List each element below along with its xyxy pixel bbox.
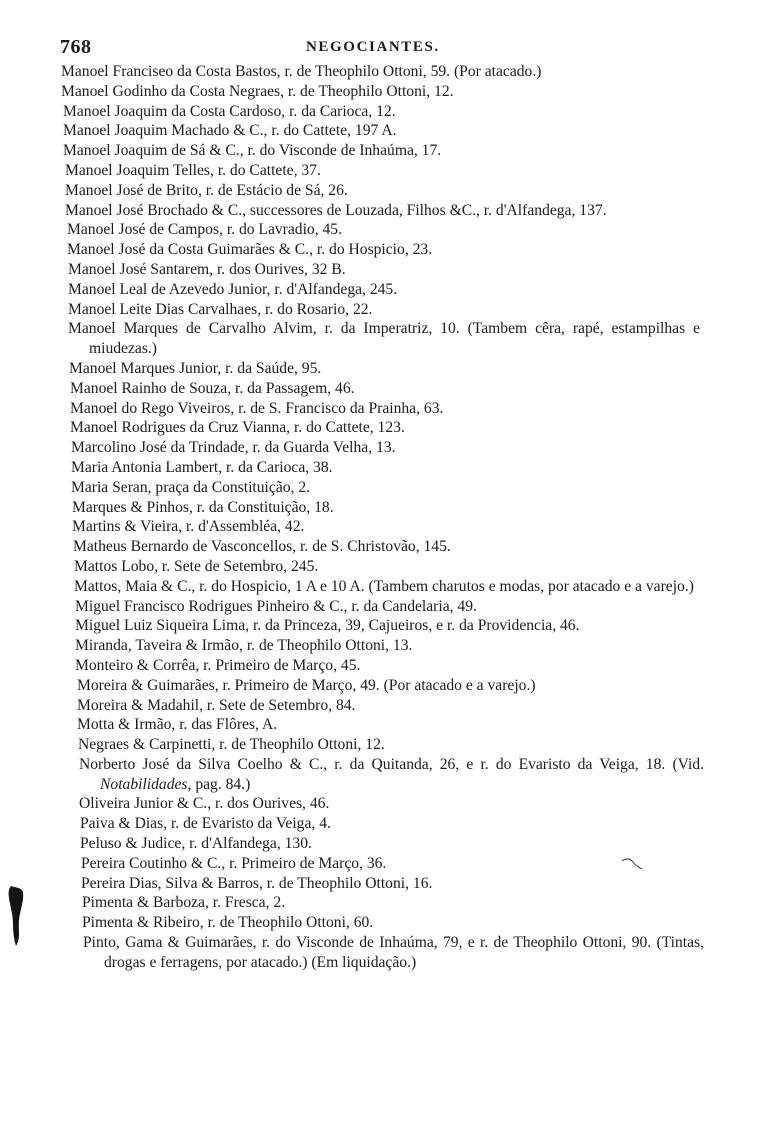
merchant-entry [0, 201, 697, 221]
entry-text: Pereira Coutinho & C., r. Primeiro de Março, 36. [81, 854, 387, 872]
entry-text: Manoel do Rego Viveiros, r. de S. Francisco da Prainha, 63. [70, 399, 444, 417]
entry-text: Moreira & Guimarães, r. Primeiro de Março, 49. (Por atacado e a varejo.) [77, 676, 536, 694]
entry-text: Marcolino José da Trindade, r. da Guarda Velha, 13. [71, 439, 396, 457]
merchant-entry [0, 478, 703, 498]
merchant-entry [0, 82, 693, 102]
merchant-entry [0, 933, 704, 973]
entry-text: Pimenta & Ribeiro, r. de Theophilo Ottoni, 60. [82, 914, 374, 932]
merchant-entry [0, 557, 706, 577]
merchant-entry [0, 62, 693, 82]
merchant-entry [0, 240, 699, 260]
entry-text: Manoel José de Brito, r. de Estácio de Sá, 26. [65, 181, 348, 199]
merchant-entry [0, 794, 704, 814]
merchant-entry [0, 517, 704, 537]
entry-text: Motta & Irmão, r. das Flôres, A. [77, 716, 278, 734]
entry-text: Manoel Joaquim de Sá & C., r. do Visconde de Inhaúma, 17. [63, 142, 442, 160]
entry-text: Pereira Dias, Silva & Barros, r. de Theophilo Ottoni, 16. [81, 874, 433, 892]
merchant-entry [0, 537, 705, 557]
pencil-tick-icon [621, 856, 643, 870]
entry-text: Maria Seran, praça da Constituição, 2. [71, 478, 311, 496]
entry-text: Moreira & Madahil, r. Sete de Setembro, 84. [77, 696, 356, 714]
merchant-entry [0, 676, 709, 696]
entry-text: Pinto, Gama & Guimarães, r. do Visconde de Inhaúma, 79, e r. de Theophilo Ottoni, 90. (Tintas, drogas e ferragens, por atacado.) (Em liquidação.) [83, 934, 704, 971]
merchant-entry [0, 280, 700, 300]
merchant-entry [0, 161, 697, 181]
running-head: NEGOCIANTES. [306, 39, 440, 55]
entry-text: Miranda, Taveira & Irmão, r. de Theophilo Ottoni, 13. [75, 637, 413, 655]
merchant-entry [0, 913, 703, 933]
merchant-entry [0, 656, 707, 676]
entry-text: Manoel Marques Junior, r. da Saúde, 95. [69, 359, 322, 377]
merchant-entry [0, 141, 695, 161]
merchant-entry [0, 418, 702, 438]
entry-text: Manoel José Santarem, r. dos Ourives, 32 B. [68, 260, 346, 278]
merchant-entry [0, 359, 701, 379]
entry-tail-text: , pag. 84.) [187, 775, 251, 793]
entry-text: Manoel Leite Dias Carvalhaes, r. do Rosario, 22. [68, 300, 373, 318]
merchant-entry [0, 379, 702, 399]
entry-text: Marques & Pinhos, r. da Constituição, 18. [72, 498, 334, 516]
merchant-entry [0, 874, 706, 894]
page-header [60, 36, 660, 60]
page-number: 768 [60, 36, 92, 58]
merchant-entry [0, 438, 703, 458]
merchant-entry [0, 319, 700, 359]
entry-text: Monteiro & Corrêa, r. Primeiro de Março, 45. [75, 656, 361, 674]
entry-text: Manoel José de Campos, r. do Lavradio, 45. [67, 221, 343, 239]
entry-text: Manoel José Brochado & C., successores de Louzada, Filhos &C., r. d'Alfandega, 137. [65, 201, 607, 219]
entry-text: Manoel Rodrigues da Cruz Vianna, r. do Cattete, 123. [70, 419, 405, 437]
entry-text: Mattos, Maia & C., r. do Hospicio, 1 A e 10 A. (Tambem charutos e modas, por atacado e a varejo.) [74, 577, 694, 595]
merchant-list [0, 62, 757, 973]
merchant-entry [0, 458, 703, 478]
entry-text: Manoel Joaquim Telles, r. do Cattete, 37. [65, 161, 321, 179]
entry-text: Miguel Francisco Rodrigues Pinheiro & C., r. da Candelaria, 49. [75, 597, 477, 615]
entry-text: Manoel Franciseo da Costa Bastos, r. de Theophilo Ottoni, 59. (Por atacado.) [61, 63, 542, 80]
entry-text: Manoel Rainho de Souza, r. da Passagem, 46. [70, 379, 355, 397]
merchant-entry [0, 181, 697, 201]
merchant-entry [0, 616, 707, 636]
entry-text: Manoel José da Costa Guimarães & C., r. do Hospicio, 23. [67, 241, 433, 259]
merchant-entry [0, 102, 695, 122]
entry-text: Manoel Marques de Carvalho Alvim, r. da Imperatriz, 10. (Tambem cêra, rapé, estampilhas e miudezas.) [68, 320, 700, 358]
merchant-entry [0, 577, 706, 597]
entry-text: Matheus Bernardo de Vasconcellos, r. de S. Christovão, 145. [73, 538, 451, 556]
merchant-entry [0, 121, 695, 141]
entry-text: Peluso & Judice, r. d'Alfandega, 130. [80, 835, 312, 853]
merchant-entry [0, 735, 710, 755]
entry-text: Negraes & Carpinetti, r. de Theophilo Ottoni, 12. [78, 736, 385, 754]
merchant-entry [0, 893, 703, 913]
merchant-entry [0, 696, 709, 716]
merchant-entry [0, 715, 709, 735]
entry-text: Oliveira Junior & C., r. dos Ourives, 46. [79, 795, 330, 813]
merchant-entry [0, 834, 705, 854]
merchant-entry [0, 814, 705, 834]
entry-text: Norberto José da Silva Coelho & C., r. da Quitanda, 26, e r. do Evaristo da Veiga, 18. (Vid. [79, 755, 704, 773]
entry-italic-text: Notabilidades [100, 775, 188, 793]
merchant-entry [0, 399, 702, 419]
entry-text: Manoel Leal de Azevedo Junior, r. d'Alfandega, 245. [68, 280, 398, 298]
merchant-entry [0, 854, 706, 874]
entry-text: Mattos Lobo, r. Sete de Setembro, 245. [74, 557, 319, 575]
entry-text: Maria Antonia Lambert, r. da Carioca, 38. [71, 458, 333, 476]
entry-text: Manoel Joaquim Machado & C., r. do Cattete, 197 A. [63, 122, 397, 140]
merchant-entry [0, 220, 699, 240]
merchant-entry [0, 260, 700, 280]
merchant-entry [0, 755, 704, 795]
entry-text: Paiva & Dias, r. de Evaristo da Veiga, 4. [80, 815, 331, 833]
merchant-entry [0, 636, 707, 656]
merchant-entry [0, 300, 700, 320]
merchant-entry [0, 498, 704, 518]
entry-text: Martins & Vieira, r. d'Assembléa, 42. [72, 518, 305, 536]
entry-text: Manoel Joaquim da Costa Cardoso, r. da Carioca, 12. [63, 102, 396, 120]
entry-text: Pimenta & Barboza, r. Fresca, 2. [82, 894, 286, 912]
entry-text: Miguel Luiz Siqueira Lima, r. da Princeza, 39, Cajueiros, e r. da Providencia, 46. [75, 617, 580, 635]
entry-text: Manoel Godinho da Costa Negraes, r. de Theophilo Ottoni, 12. [61, 82, 454, 100]
merchant-entry [0, 597, 707, 617]
margin-ink-mark-icon [7, 884, 25, 948]
